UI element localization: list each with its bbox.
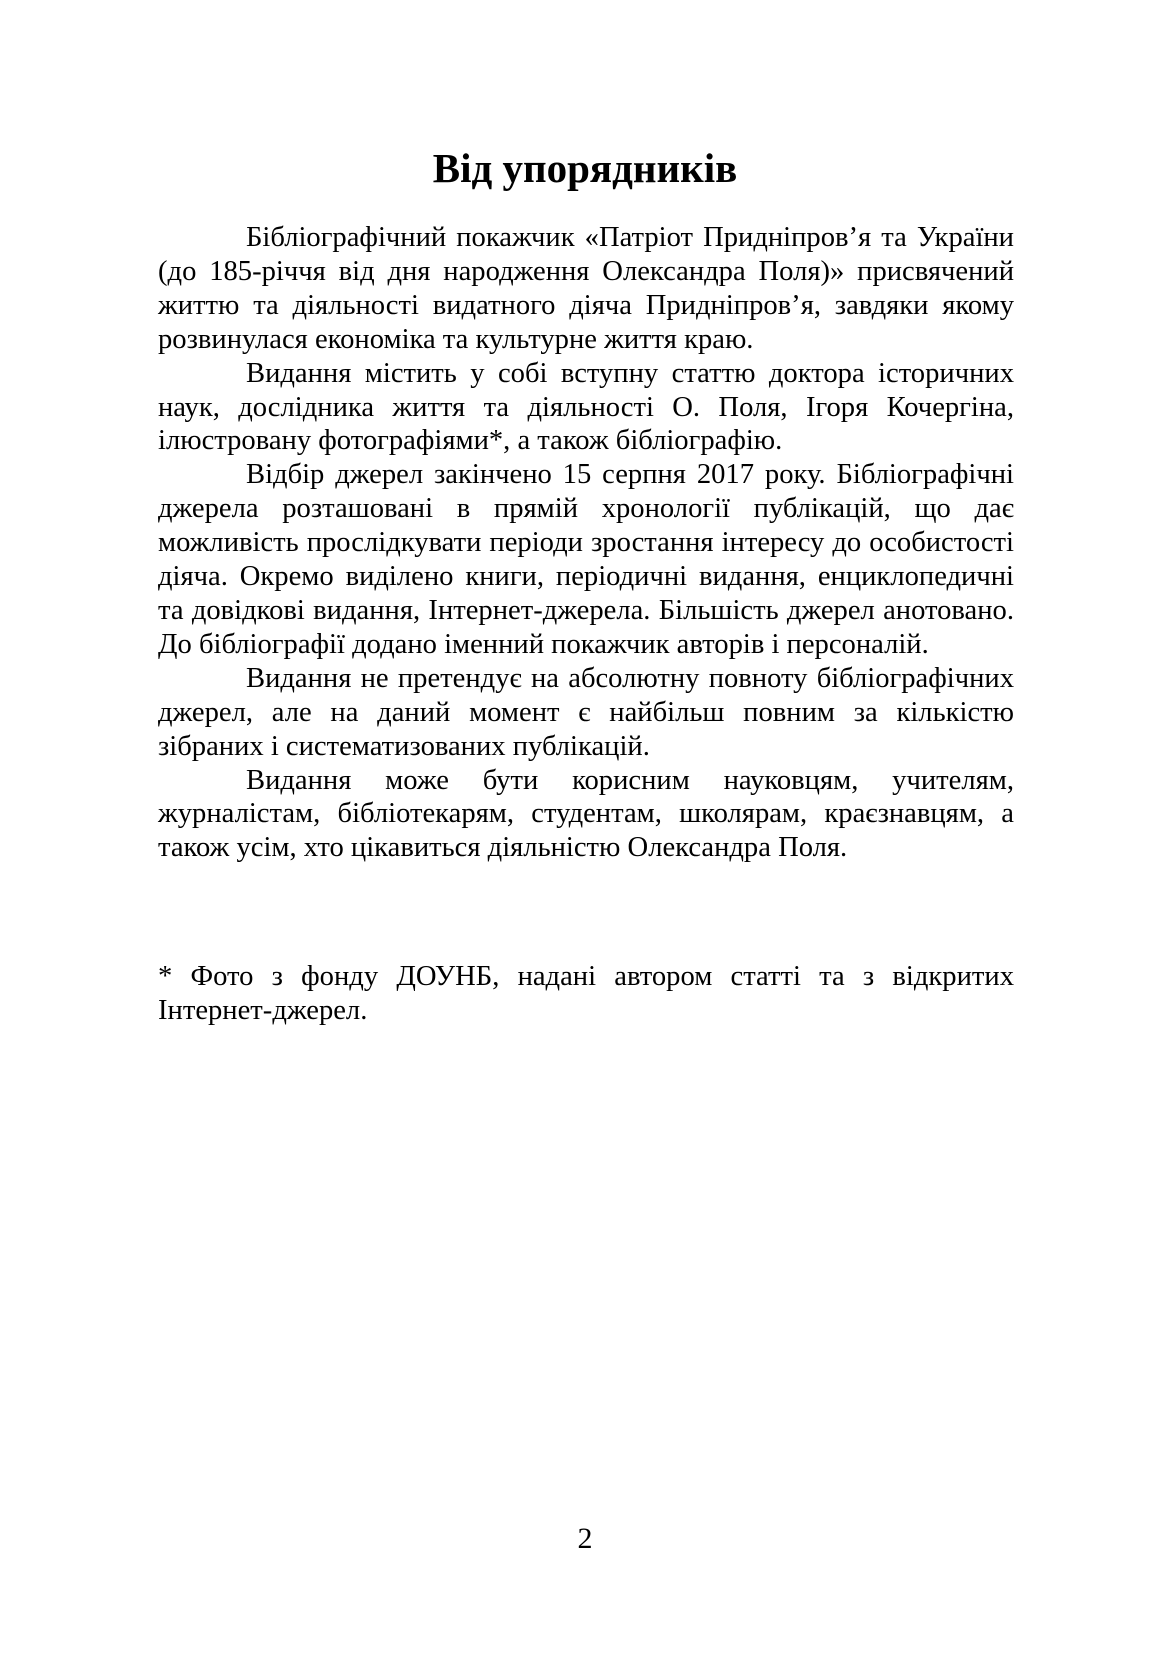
paragraph-5: Видання може бути корисним науковцям, учителям, журналістам, бібліотекарям, студентам, школярам, краєзнавцям, а також усім, хто цікавиться діяльністю Олександра Поля. <box>158 764 1014 864</box>
body-text <box>158 221 1014 865</box>
page-number: 2 <box>577 1522 593 1555</box>
footnote: * Фото з фонду ДОУНБ, надані автором статті та з відкритих Інтернет-джерел. <box>158 961 1014 1026</box>
paragraph-1: Бібліографічний покажчик «Патріот Придніпров’я та України (до 185-річчя від дня народження Олександра Поля)» присвячений життю та діяльності видатного діяча Придніпров’я, завдяки якому розвинулася економіка та культурне життя краю. <box>158 222 1014 355</box>
page-title: Від упорядників <box>432 145 738 191</box>
paragraph-4: Видання не претендує на абсолютну повноту бібліографічних джерел, але на даний момент є найбільш повним за кількістю зібраних і систематизованих публікацій. <box>158 662 1014 762</box>
paragraph-3: Відбір джерел закінчено 15 серпня 2017 року. Бібліографічні джерела розташовані в прямій хронології публікацій, що дає можливість прослідкувати періоди зростання інтересу до особистості діяча. Окремо виділено книги, періодичні видання, енциклопедичні та довідкові видання, Інтернет-джерела. Більшість джерел анотовано. До бібліографії додано іменний покажчик авторів і персоналій. <box>158 459 1014 660</box>
paragraph-2: Видання містить у собі вступну статтю доктора історичних наук, дослідника життя та діяльності О. Поля, Ігоря Кочергіна, ілюстровану фотографіями*, а також бібліографію. <box>158 357 1014 457</box>
